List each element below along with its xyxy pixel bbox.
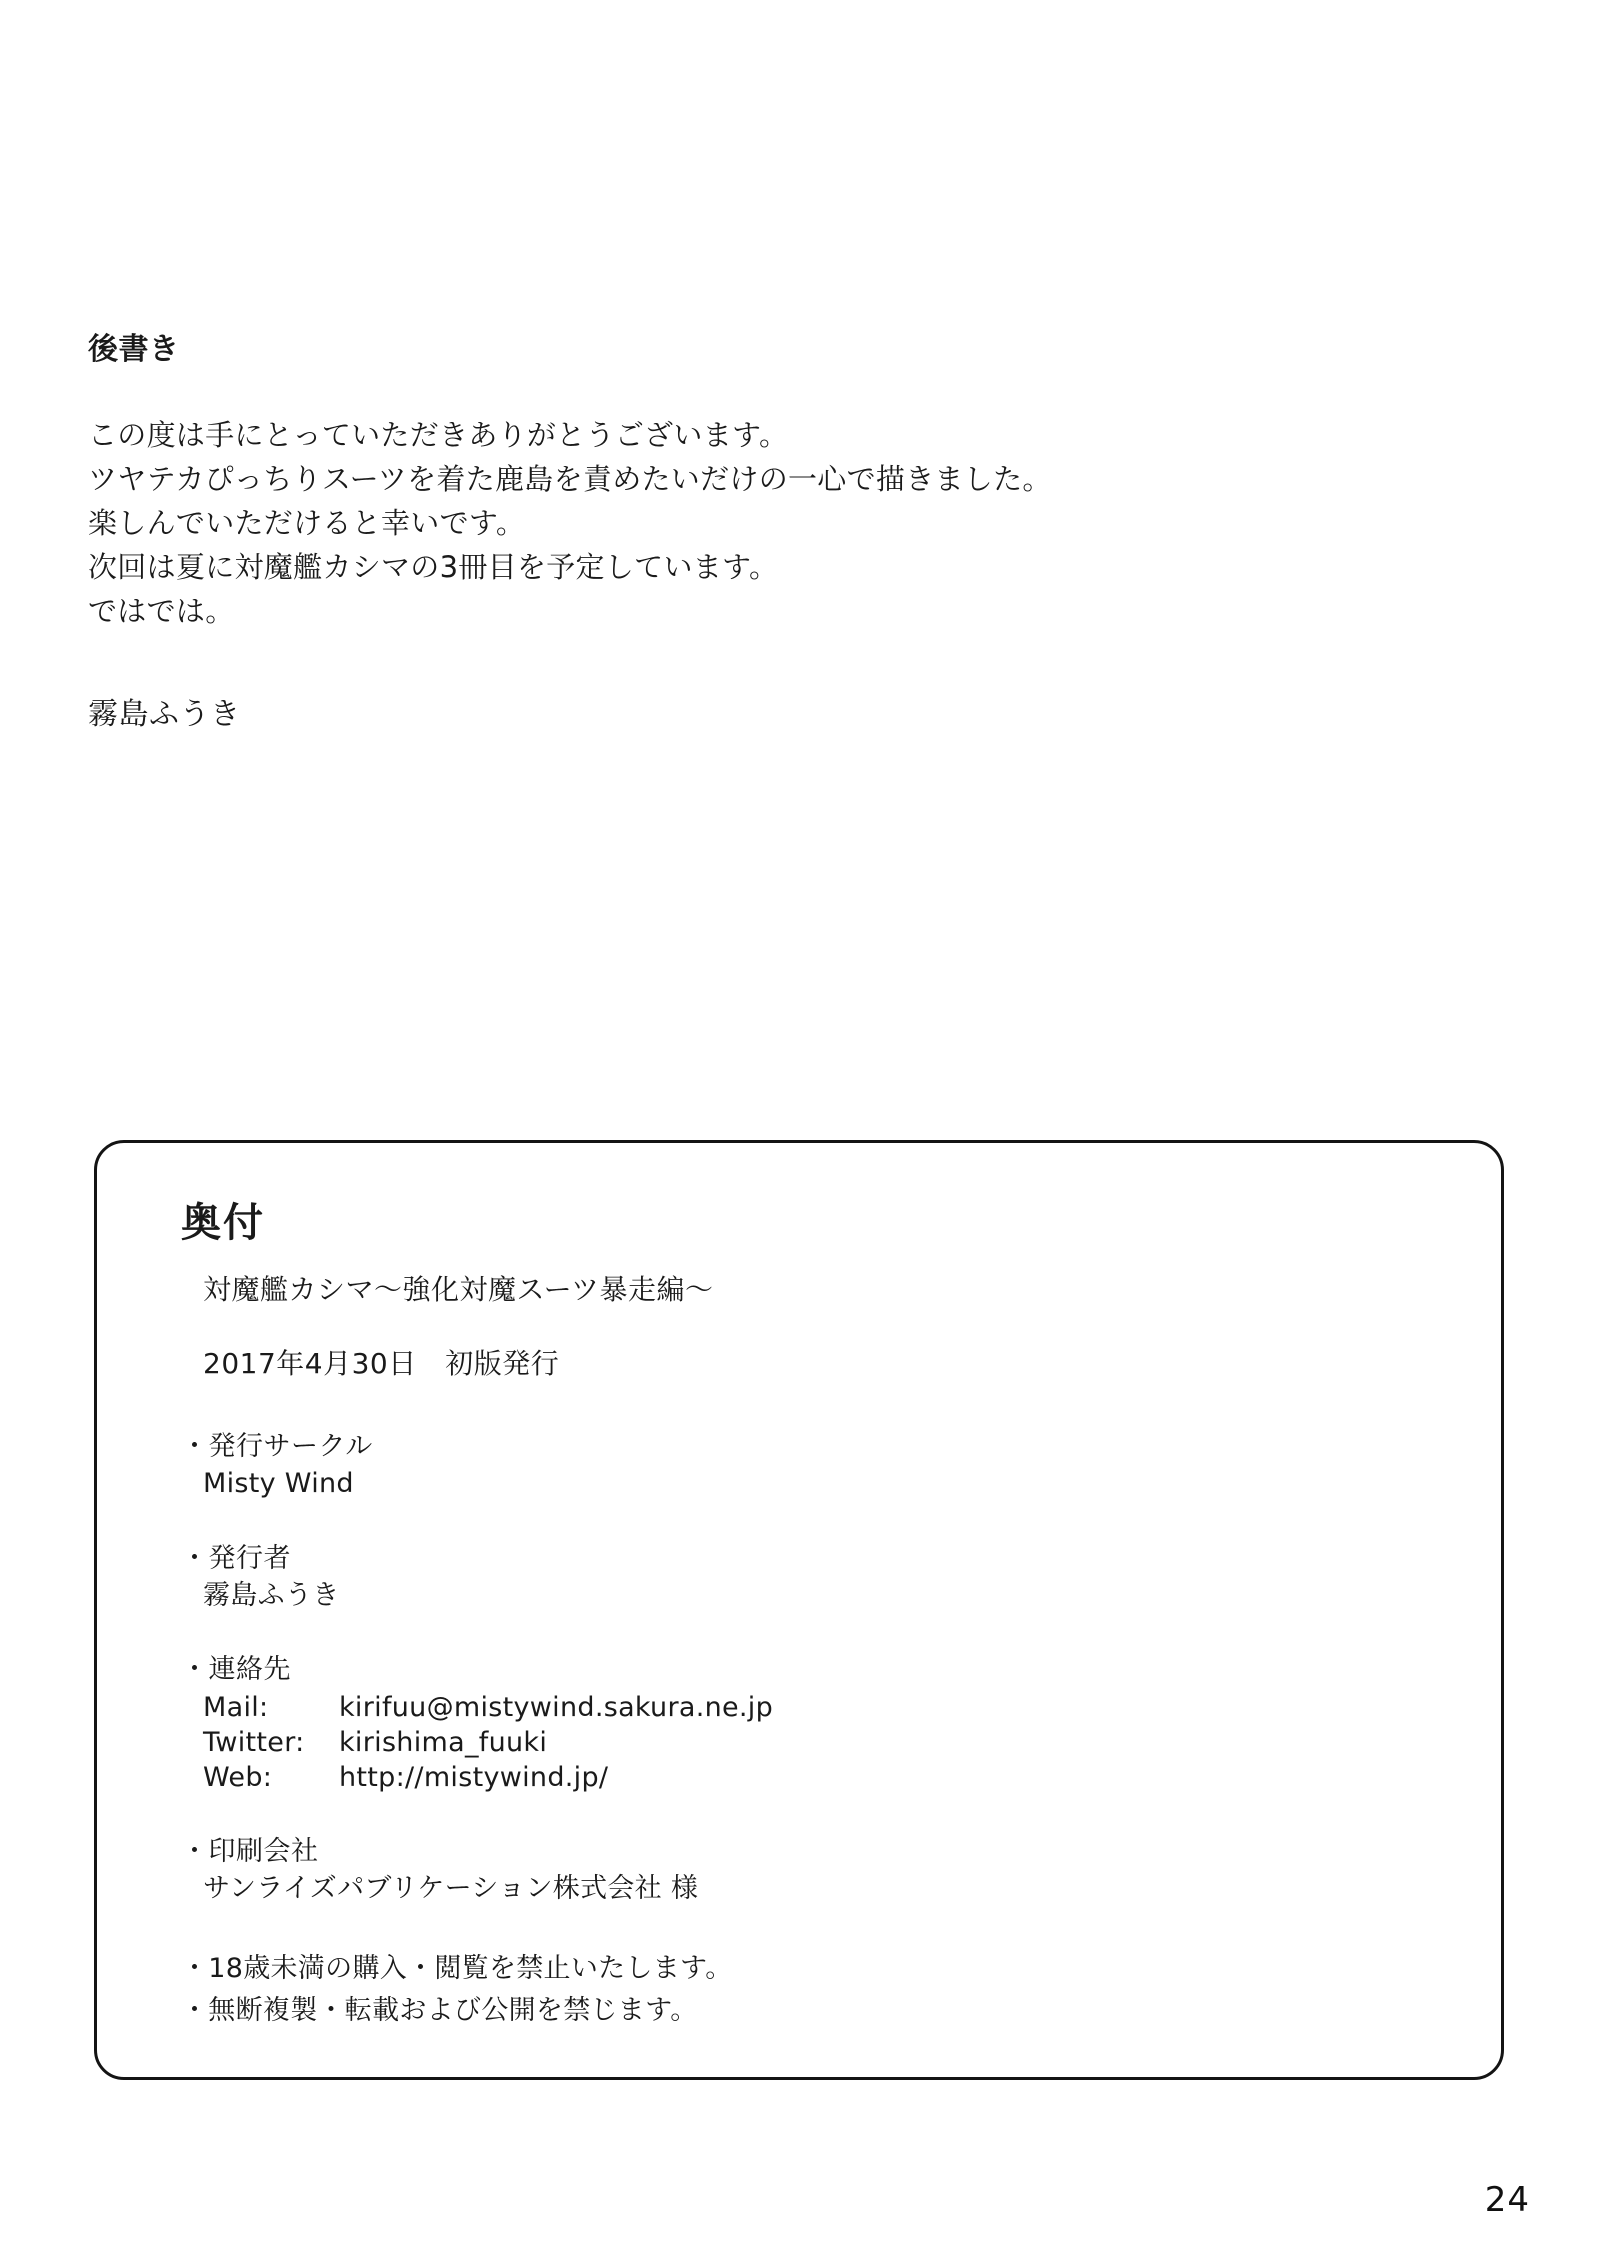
contact-row-twitter — [203, 1725, 1501, 1760]
afterword-body — [88, 413, 1388, 633]
afterword-line: 楽しんでいただけると幸いです。 — [88, 506, 526, 541]
colophon-field-publisher — [181, 1536, 1501, 1614]
afterword-signature: 霧島ふうき — [88, 697, 241, 733]
contact-key-mail: Mail: — [203, 1692, 269, 1724]
colophon-notices — [181, 1951, 1501, 2030]
contact-value-twitter[interactable]: kirishima_fuuki — [339, 1727, 548, 1759]
colophon-box — [94, 1140, 1504, 2080]
contact-row-web — [203, 1760, 1501, 1795]
publisher-label: ・発行者 — [181, 1542, 291, 1574]
printer-value: サンライズパブリケーション株式会社 様 — [203, 1873, 699, 1905]
colophon-field-printer — [181, 1829, 1501, 1907]
colophon-field-contact — [181, 1647, 1501, 1795]
colophon-work-title: 対魔艦カシマ〜強化対魔スーツ暴走編〜 — [203, 1273, 714, 1306]
afterword-line: この度は手にとっていただきありがとうございます。 — [88, 418, 789, 452]
contact-value-mail[interactable]: kirifuu@mistywind.sakura.ne.jp — [339, 1692, 774, 1724]
colophon-field-circle — [181, 1424, 1501, 1502]
contact-row-mail — [203, 1690, 1501, 1725]
contact-key-web: Web: — [203, 1762, 273, 1794]
afterword-line: ツヤテカぴっちりスーツを着た鹿島を責めたいだけの一心で描きました。 — [88, 462, 1052, 497]
publisher-value: 霧島ふうき — [203, 1579, 340, 1611]
colophon-publication-date: 2017年4月30日 初版発行 — [203, 1347, 560, 1380]
contact-label: ・連絡先 — [181, 1654, 291, 1686]
colophon-content — [97, 1143, 1501, 2030]
afterword-line: 次回は夏に対魔艦カシマの3冊目を予定しています。 — [88, 550, 779, 585]
contact-key-twitter: Twitter: — [203, 1727, 305, 1759]
notice-copyright: ・無断複製・転載および公開を禁じます。 — [181, 1995, 698, 2027]
page-number: 24 — [1484, 2180, 1530, 2220]
afterword-line: ではでは。 — [88, 594, 235, 629]
notice-age-restriction: ・18歳未満の購入・閲覧を禁止いたします。 — [181, 1952, 733, 1984]
contact-value-web[interactable]: http://mistywind.jp/ — [339, 1762, 609, 1794]
afterword-heading: 後書き — [88, 332, 180, 367]
printer-label: ・印刷会社 — [181, 1836, 319, 1868]
colophon-title: 奥付 — [181, 1200, 265, 1246]
circle-label: ・発行サークル — [181, 1431, 373, 1462]
afterword-section — [88, 330, 1388, 733]
circle-value: Misty Wind — [203, 1468, 354, 1499]
contact-rows — [203, 1690, 1501, 1795]
